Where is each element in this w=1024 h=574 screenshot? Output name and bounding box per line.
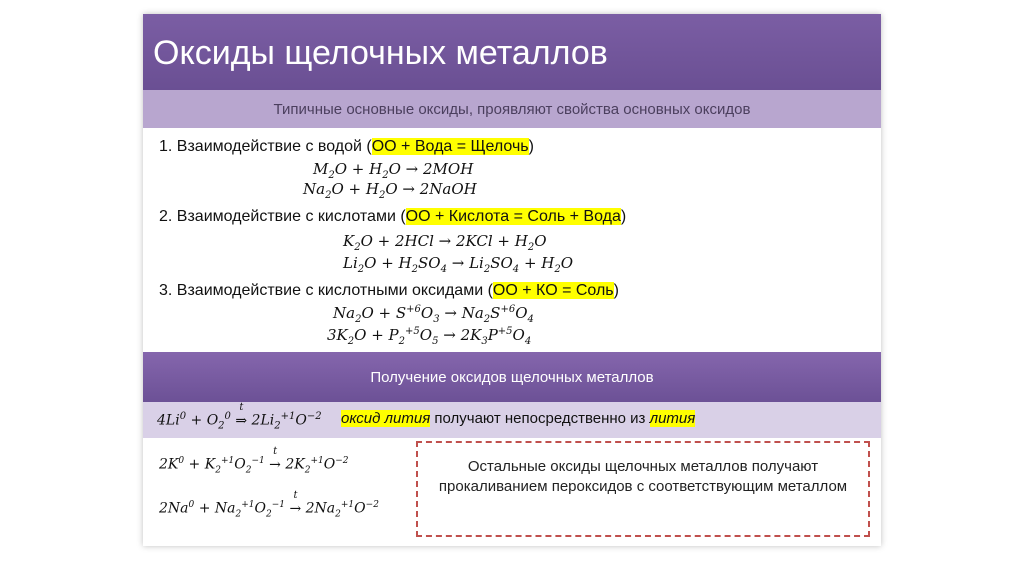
highlight-rule: ОО + Вода = Щелочь	[371, 138, 529, 155]
equation: $4Li^0 + O_2^0$ t ⇒ $2Li_2^{+1}O^{-2}$	[157, 401, 322, 432]
section-bar-preparation	[143, 352, 881, 402]
equation: $Na_2O + H_2O$ → 2NaOH	[303, 180, 477, 201]
equation: $3K_2O + P_2^{+5}O_5 \to 2K_3P^{+5}O_4$	[327, 326, 532, 347]
keyword-lithium: лития	[649, 410, 696, 427]
equation: $Li_2O + H_2SO_4 \to Li_2SO_4 + H_2O$	[343, 254, 574, 275]
equation: $2Na^0 + Na_2^{+1}O_2^{-1}$ t → $2Na_2^{+1}O^{-2}$	[159, 489, 379, 520]
highlight-rule: ОО + Кислота = Соль + Вода	[405, 208, 621, 225]
section-title: Получение оксидов щелочных металлов	[370, 369, 654, 386]
reactions-content	[143, 128, 881, 352]
slide-subtitle: Типичные основные оксиды, проявляют свойства основных оксидов	[273, 101, 751, 118]
slide-title: Оксиды щелочных металлов	[153, 34, 608, 72]
item-heading-water: 1. Взаимодействие с водой (ОО + Вода = Щелочь)	[159, 138, 534, 155]
item-heading-acid-oxides: 3. Взаимодействие с кислотными оксидами (ОО + КО = Соль)	[159, 282, 619, 299]
title-bar	[143, 14, 881, 90]
equation: $Na_2O + S^{+6}O_3 \to Na_2S^{+6}O_4$	[333, 304, 534, 325]
subtitle-bar	[143, 90, 881, 128]
slide	[143, 14, 881, 546]
item-heading-acids: 2. Взаимодействие с кислотами (ОО + Кислота = Соль + Вода)	[159, 208, 627, 225]
equation: $K_2O + 2HCl \to 2KCl + H_2O$	[343, 232, 547, 253]
keyword-lithium-oxide: оксид лития	[341, 410, 431, 427]
equation: $M_2O + H_2O \to 2MOH$	[313, 160, 474, 181]
equation: $2K^0 + K_2^{+1}O_2^{-1}$ t → $2K_2^{+1}O^{-2}$	[159, 445, 349, 476]
lithium-oxide-text: оксид лития получают непосредственно из лития	[341, 410, 696, 427]
highlight-rule: ОО + КО = Соль	[492, 282, 614, 299]
note-box	[416, 441, 870, 537]
note-text: Остальные оксиды щелочных металлов получают прокаливанием пероксидов с соответствующим металлом	[438, 458, 848, 495]
lithium-oxide-row	[143, 402, 881, 438]
